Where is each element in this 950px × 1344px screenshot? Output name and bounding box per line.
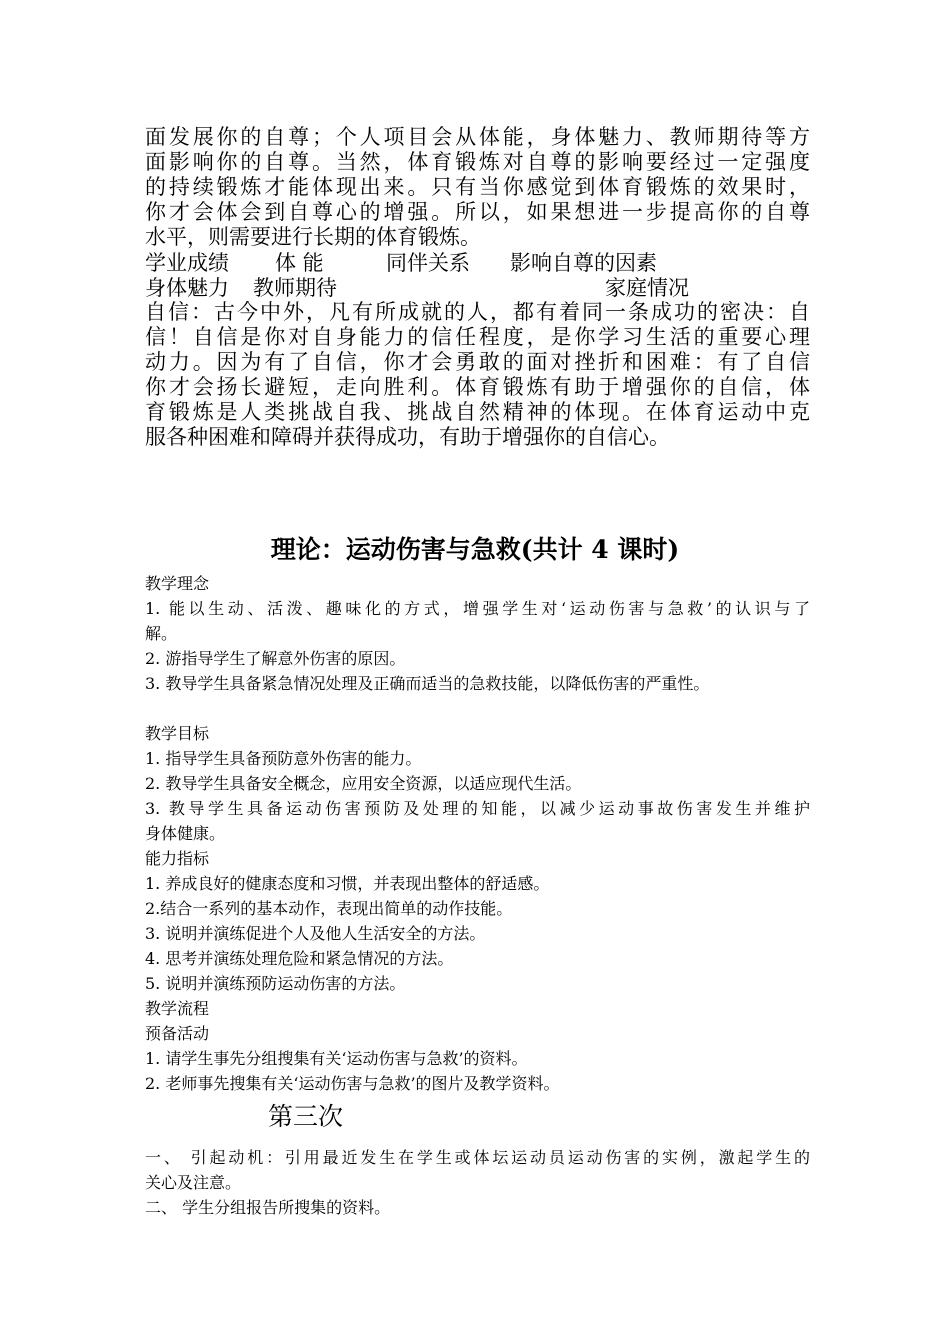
self-esteem-line-5: 水平，则需要进行长期的体育锻炼。 bbox=[145, 225, 481, 249]
factor-academic: 学业成绩 bbox=[145, 251, 229, 275]
ability-heading: 能力指标 bbox=[145, 849, 210, 868]
third-session-heading: 第三次 bbox=[268, 1102, 344, 1131]
factor-appearance: 身体魅力 bbox=[145, 276, 229, 300]
philosophy-item-2: 2. 游指导学生了解意外伤害的原因。 bbox=[145, 649, 406, 668]
confidence-line-5: 育锻炼是人类挑战自我、挑战自然精神的体现。在体育运动中克 bbox=[145, 400, 810, 424]
self-esteem-line-4: 你才会体会到自尊心的增强。所以，如果想进一步提高你的自尊 bbox=[145, 200, 810, 224]
prep-item-1: 1. 请学生事先分组搜集有关‘运动伤害与急救’的资料。 bbox=[145, 1049, 528, 1068]
self-esteem-line-1: 面发展你的自尊；个人项目会从体能，身体魅力、教师期待等方 bbox=[145, 125, 810, 149]
ability-item-2: 2.结合一系列的基本动作，表现出简单的动作技能。 bbox=[145, 899, 513, 918]
section-title: 理论：运动伤害与急救(共计 4 课时) bbox=[270, 535, 680, 564]
self-esteem-line-3: 的持续锻炼才能体现出来。只有当你感觉到体育锻炼的效果时， bbox=[145, 175, 810, 199]
ability-item-5: 5. 说明并演练预防运动伤害的方法。 bbox=[145, 974, 406, 993]
factor-teacher: 教师期待 bbox=[253, 276, 337, 300]
ability-item-4: 4. 思考并演练处理危险和紧急情况的方法。 bbox=[145, 949, 454, 968]
goals-item-2: 2. 教导学生具备安全概念，应用安全资源，以适应现代生活。 bbox=[145, 774, 582, 793]
philosophy-item-1: 1. 能以生动、活泼、趣味化的方式，增强学生对‘运动伤害与急救’的认识与了 bbox=[145, 599, 810, 618]
third-step-2: 二、 学生分组报告所搜集的资料。 bbox=[145, 1198, 391, 1217]
confidence-line-1: 自信：古今中外，凡有所成就的人，都有着同一条成功的密决：自 bbox=[145, 300, 810, 324]
confidence-line-4: 你才会扬长避短，走向胜利。体育锻炼有助于增强你的自信，体 bbox=[145, 375, 810, 399]
prep-heading: 预备活动 bbox=[145, 1024, 210, 1043]
factor-fitness: 体 能 bbox=[275, 251, 324, 275]
philosophy-item-1-cont: 解。 bbox=[145, 624, 178, 643]
goals-item-3-cont: 身体健康。 bbox=[145, 824, 226, 843]
third-step-1: 一、 引起动机：引用最近发生在学生或体坛运动员运动伤害的实例，激起学生的 bbox=[145, 1148, 810, 1167]
factor-family: 家庭情况 bbox=[605, 276, 689, 300]
goals-heading: 教学目标 bbox=[145, 724, 210, 743]
confidence-line-2: 信！自信是你对自身能力的信任程度，是你学习生活的重要心理 bbox=[145, 325, 810, 349]
ability-item-3: 3. 说明并演练促进个人及他人生活安全的方法。 bbox=[145, 924, 486, 943]
third-step-1-cont: 关心及注意。 bbox=[145, 1173, 242, 1192]
process-heading: 教学流程 bbox=[145, 999, 210, 1018]
philosophy-heading: 教学理念 bbox=[145, 574, 210, 593]
factor-peers: 同伴关系 bbox=[386, 251, 470, 275]
goals-item-1: 1. 指导学生具备预防意外伤害的能力。 bbox=[145, 749, 422, 768]
confidence-line-3: 动力。因为有了自信，你才会勇敢的面对挫折和困难：有了自信 bbox=[145, 350, 810, 374]
confidence-line-6: 服各种困难和障碍并获得成功，有助于增强你的自信心。 bbox=[145, 425, 670, 449]
prep-item-2: 2. 老师事先搜集有关‘运动伤害与急救’的图片及教学资料。 bbox=[145, 1074, 560, 1093]
goals-item-3: 3. 教导学生具备运动伤害预防及处理的知能，以减少运动事故伤害发生并维护 bbox=[145, 799, 810, 818]
self-esteem-line-2: 面影响你的自尊。当然，体育锻炼对自尊的影响要经过一定强度 bbox=[145, 150, 810, 174]
factor-heading: 影响自尊的因素 bbox=[510, 251, 657, 275]
ability-item-1: 1. 养成良好的健康态度和习惯，并表现出整体的舒适感。 bbox=[145, 874, 550, 893]
philosophy-item-3: 3. 教导学生具备紧急情况处理及正确而适当的急救技能，以降低伤害的严重性。 bbox=[145, 674, 710, 693]
